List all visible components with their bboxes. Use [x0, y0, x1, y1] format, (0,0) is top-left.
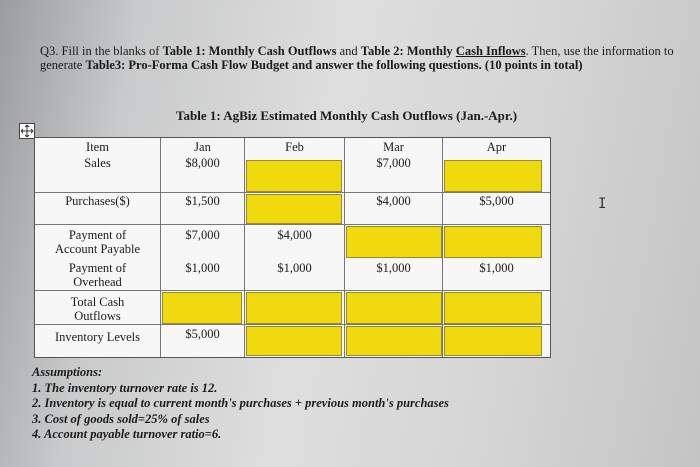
assumptions-title: Assumptions:	[32, 365, 103, 379]
blank-cell-inventory-apr[interactable]	[444, 326, 542, 356]
blank-cell-total-apr[interactable]	[444, 292, 542, 324]
sales-jan: $8,000	[185, 156, 220, 170]
table1-ref: Table 1: Monthly Cash Outflows	[162, 44, 337, 58]
table3-ref: Table3: Pro-Forma Cash Flow Budget and answer the following questions. (10 points in total)	[85, 58, 583, 72]
blank-cell-total-feb[interactable]	[246, 292, 342, 324]
assumption-item: 2. Inventory is equal to current month's purchases + previous month's purchases	[32, 396, 449, 410]
row-label-payment-oh-2: Overhead	[73, 275, 122, 289]
payment-oh-feb: $1,000	[277, 261, 312, 275]
sales-mar: $7,000	[376, 156, 411, 170]
table-title: Table 1: AgBiz Estimated Monthly Cash Outflows (Jan.-Apr.)	[176, 108, 518, 123]
payment-oh-mar: $1,000	[376, 261, 411, 275]
assumptions	[32, 365, 449, 443]
purchases-apr: $5,000	[479, 194, 514, 208]
assumption-item: 4. Account payable turnover ratio=6.	[32, 427, 222, 441]
blank-cell-total-mar[interactable]	[346, 292, 442, 324]
header-apr: Apr	[486, 140, 507, 154]
header-item: Item	[86, 140, 109, 154]
question-text: Q3. Fill in the blanks of Table 1: Monthly Cash Outflows and Table 2: Monthly Cash Inflows. Then, use the information to generate Table3: Pro-Forma Cash Flow Budget and answer the following questions. (10 points in total)	[40, 44, 674, 72]
assumption-item: 1. The inventory turnover rate is 12.	[32, 380, 218, 395]
text-cursor-icon: I	[598, 196, 607, 212]
row-label-payment-oh-1: Payment of	[68, 261, 127, 275]
blank-cell-purchases-feb[interactable]	[246, 194, 342, 224]
row-label-total-1: Total Cash	[70, 295, 125, 309]
row-label-payment-ap-1: Payment of	[68, 228, 127, 242]
row-label-payment-ap-2: Account Payable	[54, 242, 141, 256]
blank-cell-sales-feb[interactable]	[246, 160, 342, 192]
inventory-jan: $5,000	[185, 327, 220, 341]
blank-cell-inventory-mar[interactable]	[346, 326, 442, 356]
cash-outflows-table	[34, 137, 551, 358]
blank-cell-payment-ap-apr[interactable]	[444, 226, 542, 258]
table2-ref: Table 2: Monthly Cash Inflows	[360, 44, 526, 58]
payment-ap-jan: $7,000	[185, 228, 220, 242]
payment-ap-feb: $4,000	[277, 228, 312, 242]
header-mar: Mar	[383, 140, 404, 154]
blank-cell-payment-ap-mar[interactable]	[346, 226, 442, 258]
purchases-mar: $4,000	[376, 194, 411, 208]
row-label-total-2: Outflows	[74, 309, 121, 323]
payment-oh-apr: $1,000	[479, 261, 514, 275]
blank-cell-total-jan[interactable]	[162, 292, 242, 324]
header-jan: Jan	[194, 140, 211, 154]
blank-cell-inventory-feb[interactable]	[246, 326, 342, 356]
header-feb: Feb	[285, 140, 304, 154]
payment-oh-jan: $1,000	[185, 261, 220, 275]
table-move-handle-icon[interactable]	[19, 123, 35, 139]
purchases-jan: $1,500	[185, 194, 220, 208]
row-label-sales: Sales	[84, 156, 111, 170]
row-label-inventory: Inventory Levels	[54, 330, 141, 344]
blank-cell-sales-apr[interactable]	[444, 160, 542, 192]
row-label-purchases: Purchases($)	[65, 194, 130, 208]
assumption-item: 3. Cost of goods sold=25% of sales	[32, 411, 210, 426]
